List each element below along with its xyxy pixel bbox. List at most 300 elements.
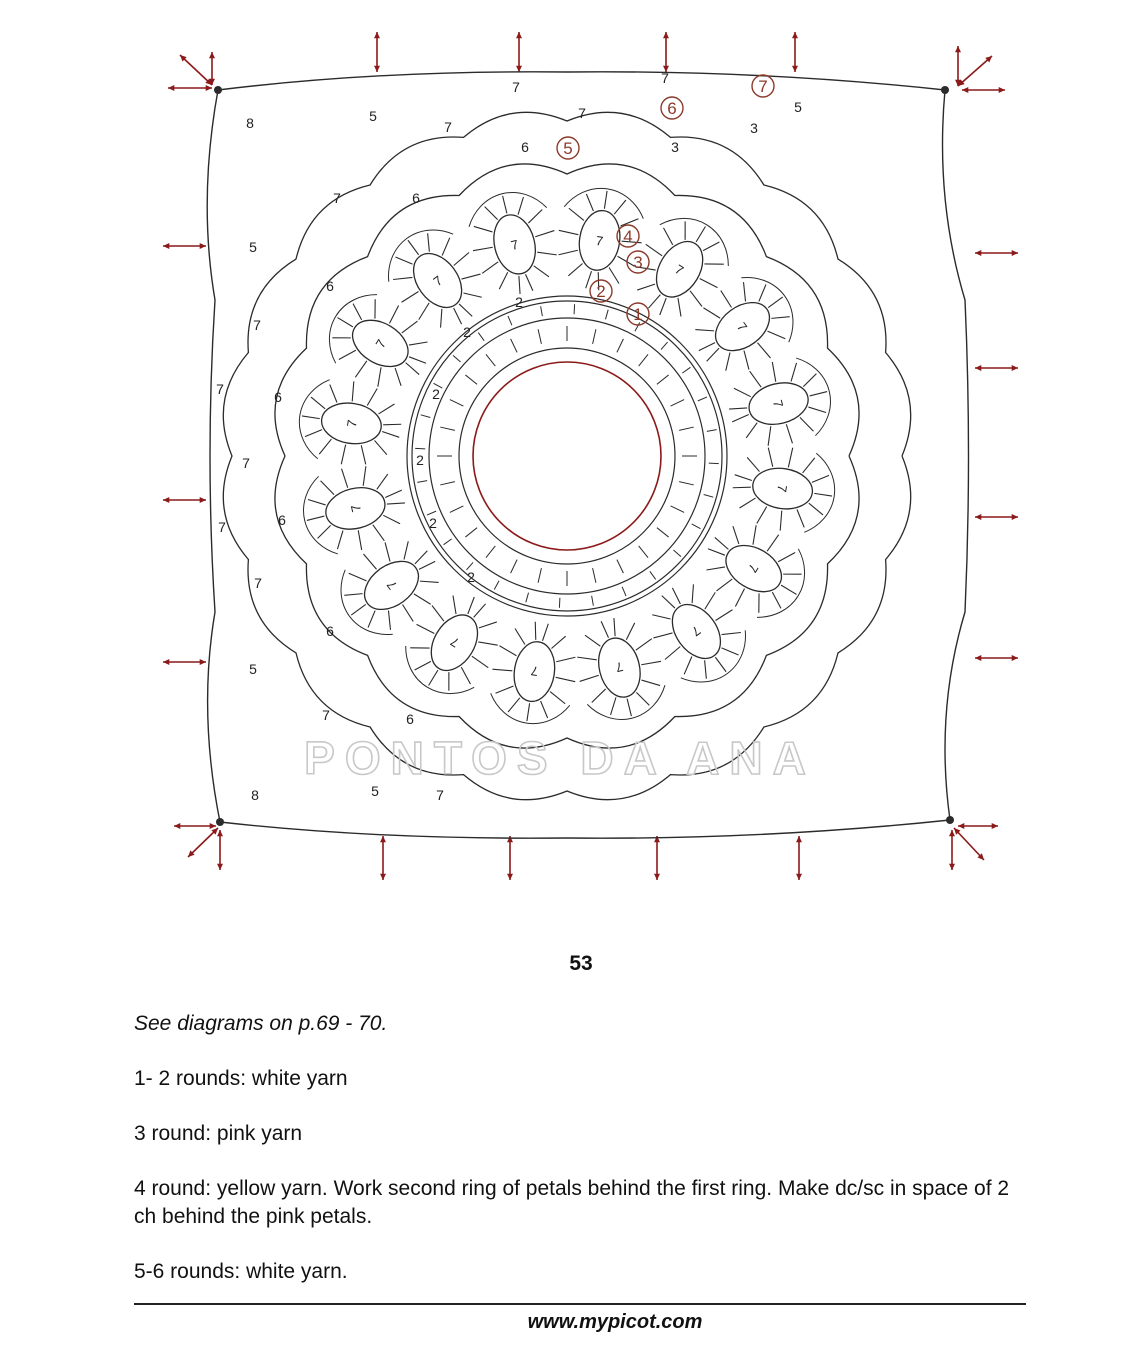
petal-stitch [415,656,431,674]
petal-stitch [677,221,693,239]
arrow-head [516,32,522,38]
arrow-head [949,830,955,836]
stitch-mark [639,546,648,558]
petal-stitch [722,625,741,643]
stitch-mark [661,342,668,349]
petal-stitch [355,360,367,378]
petal-stitch [745,457,761,471]
petal-stitch [607,697,620,715]
direction-arrow [949,830,955,870]
petal-stitch [549,692,567,704]
arrow-head [200,243,206,249]
petal-stitch [699,340,715,353]
petal-stitch [559,230,579,234]
petal-stitch [342,468,348,488]
stitch-mark [650,571,656,579]
arrow-head [796,874,802,880]
petal-stitch [534,263,549,280]
corner-point [946,816,954,824]
petal-stitch [496,272,511,289]
stitch-mark [486,354,495,366]
petal-stitch [731,414,749,421]
arrow-head [949,864,955,870]
direction-arrow [958,56,992,86]
petal-stitch [508,696,520,713]
petal-stitch [658,228,677,245]
stitch-mark [592,596,594,606]
petal-stitch [319,438,331,456]
petal-stitch [555,677,575,681]
petal-stitch [720,291,733,308]
petal-stitch [542,623,548,641]
stitch-mark [692,524,701,529]
arrow-shaft [180,55,212,85]
petal-stitch [568,262,582,278]
petal-stitch [383,422,401,428]
round-marker-number: 3 [633,253,643,272]
arrow-head [507,874,513,880]
arrow-head [1012,514,1018,520]
round-label: 8 [246,115,254,131]
petal-stitch [767,592,785,608]
petal-stitch [767,534,779,552]
petal-stitch [480,262,500,273]
petal-stitch [333,531,347,550]
petal-stitch [637,278,655,297]
petal-stitch [657,298,669,315]
round-label: 3 [671,139,679,155]
round-label: 7 [436,787,444,803]
direction-arrow [507,836,513,880]
arrow-head [792,32,798,38]
petal-stitch [787,363,801,382]
stitch-mark [486,546,495,558]
scallop-round-6 [275,164,859,748]
petal-label: 7 [447,633,462,651]
petal-stitch [397,541,416,559]
petal-stitch [716,609,733,622]
petal-stitch [315,525,333,538]
stitch-mark [657,528,669,537]
arrow-head [958,823,964,829]
direction-arrow [174,823,216,829]
stitch-mark [526,593,529,603]
round-markers [557,75,774,325]
round-label: 5 [369,108,377,124]
petal-stitch [645,244,663,256]
round-marker-number: 4 [623,227,633,246]
petal-stitch [485,204,498,222]
petal-stitch [410,639,429,656]
petal-stitch [814,493,832,496]
petal-stitch [525,273,532,291]
stitch-mark [538,568,541,583]
petal-stitch [642,676,661,690]
footer-divider [134,1303,1026,1305]
petal-stitch [359,445,369,464]
arrow-head [1012,365,1018,371]
direction-arrow [958,823,998,829]
direction-arrow [163,659,206,665]
petal-stitch [373,523,384,543]
petal-label: 7 [688,622,704,640]
petal-stitch [778,547,795,566]
petal-stitch [362,611,380,628]
petal-stitch [478,636,497,652]
round-marker-number: 7 [758,77,768,96]
petal-stitch [379,402,395,416]
stitch-mark [593,329,596,344]
petal-stitch [537,248,557,259]
arrow-head [200,497,206,503]
direction-arrow [796,836,802,880]
petal-stitch [662,594,675,610]
petal [294,374,407,472]
ring-line [429,318,705,594]
arrow-head [374,32,380,38]
petal-stitch [700,277,718,289]
stitch-mark [478,333,484,341]
arrow-head [999,87,1005,93]
petal-stitch [389,368,408,386]
petal-stitch [357,530,363,550]
petal-stitch [492,668,512,672]
stitch-mark [657,375,669,384]
petal-stitch [414,590,431,609]
ring-line [459,348,675,564]
petal-stitch [404,363,421,375]
petal [314,281,444,405]
petal-stitch [733,485,751,491]
stitch-mark [698,397,707,401]
round-label: 3 [750,120,758,136]
petal-stitch [413,551,429,564]
arrow-head [962,87,968,93]
direction-arrow [962,87,1005,93]
petal-stitch [614,199,626,216]
petal-stitch [471,656,489,668]
stitch-mark [673,550,680,557]
petal-stitch [740,496,756,510]
instructions [134,1010,1034,1313]
petal-stitch [473,246,493,252]
petal-stitch [767,325,785,344]
page-number: 53 [569,952,593,975]
petal-stitch [577,653,597,664]
petal-stitch [734,385,751,400]
petal-stitch [384,490,402,497]
petal-stitch [768,297,782,308]
petal-stitch [715,657,726,671]
petal-stitch [526,210,545,224]
petal-stitch [302,416,320,419]
round-labels [216,70,802,803]
arrow-head [654,836,660,842]
stitch-mark [417,481,427,483]
arrow-head [1012,655,1018,661]
arrow-head [792,66,798,72]
petal-stitch [684,584,702,603]
arrow-head [163,497,169,503]
arrow-shaft [958,56,992,86]
petal-stitch [636,690,649,708]
stitch-mark [538,329,541,344]
petal-stitch [516,276,523,294]
scallop-round-7 [223,112,910,799]
arrow-head [380,836,386,842]
arrow-head [796,836,802,842]
petal-stitch [601,620,608,638]
petal-label: 7 [774,483,791,494]
petal-label: 7 [672,261,687,279]
petal-stitch [589,689,608,703]
round-label: 6 [412,190,420,206]
petal-stitch [734,589,746,607]
petal-stitch [812,473,829,485]
petal [633,567,761,698]
direction-arrow [217,830,223,870]
round-label: 2 [515,294,523,310]
petal-stitch [783,566,801,582]
petal-stitch [310,397,327,409]
arrow-head [210,823,216,829]
petal-stitch [585,632,600,649]
petal-stitch [807,503,824,515]
petal-stitch [648,293,660,310]
stitch-mark [465,528,477,537]
petal-stitch [514,197,527,215]
corner-point [941,86,949,94]
direction-arrow [975,655,1018,661]
round-marker-number: 6 [667,99,677,118]
petal-stitch [736,282,754,301]
petal-stitch [551,634,565,650]
arrow-head [168,85,174,91]
round-label: 2 [467,569,475,585]
petal-stitch [738,350,755,369]
petal-label: 7 [509,236,521,254]
petal-stitch [474,222,493,236]
arrow-head [507,836,513,842]
petal-stitch [810,392,827,396]
direction-arrow [188,828,218,857]
petal-stitch [704,256,723,273]
petal-label: 7 [733,319,751,335]
petal-stitch [446,595,464,614]
petal-stitch [652,607,670,626]
petal-stitch [729,405,747,412]
round-marker-number: 1 [633,305,643,324]
stitch-mark [494,581,499,590]
petal-stitch [734,475,752,481]
petal-stitch [441,672,457,690]
petal [678,262,809,390]
petal-stitch [713,537,730,549]
direction-arrow [163,497,206,503]
stitch-mark [593,568,596,583]
petal-stitch [402,290,419,303]
instruction-see-diagrams: See diagrams on p.69 - 70. [134,1012,388,1035]
petal-stitch [766,448,776,467]
petal-stitch [671,298,689,317]
center-ring [407,296,727,616]
petal-stitch [538,701,550,718]
round-label: 8 [251,787,259,803]
scallop-rounds [223,112,910,799]
petal-stitch [387,500,405,507]
direction-arrow [163,243,206,249]
round-label: 2 [432,386,440,402]
petal-stitch [408,240,419,254]
petal [690,507,820,631]
round-label: 6 [278,512,286,528]
petal-stitch [374,474,391,489]
petal-stitch [456,667,475,684]
petal [392,579,516,709]
stitch-mark [639,354,648,366]
petal-stitch [705,348,721,361]
stitch-mark [508,316,512,325]
petal-label: 7 [744,561,762,576]
petal-stitch [801,374,819,387]
outer-border [207,72,968,838]
arrow-head [975,365,981,371]
round-label: 6 [326,623,334,639]
petal-stitch [409,354,426,366]
direction-arrow [975,514,1018,520]
round-label: 5 [371,783,379,799]
arrow-head [975,514,981,520]
round-label: 5 [249,239,257,255]
petal-stitch [664,647,681,660]
round-label: 7 [216,381,224,397]
petal-label: 7 [372,336,390,351]
petal-label: 7 [594,232,605,249]
stitch-mark [440,482,455,485]
arrow-shaft [954,828,984,860]
instruction-rounds-5-6: 5-6 rounds: white yarn. [134,1260,348,1283]
petal-stitch [808,403,826,416]
petal-stitch [559,248,578,258]
petal-stitch [420,233,437,251]
petal-stitch [611,618,618,636]
round-label: 7 [333,190,341,206]
petal-stitch [337,318,352,327]
stitch-mark [453,355,460,362]
website-link[interactable]: www.mypicot.com [527,1311,703,1333]
petal-stitch [436,238,455,256]
petal-stitch [395,251,412,269]
petal-stitch [535,231,555,237]
stitch-mark [440,427,455,430]
direction-arrow [975,250,1018,256]
petal-stitch [344,586,362,603]
petal-stitch [367,299,384,318]
petal-stitch [703,303,720,322]
petal-stitch [451,308,464,324]
petal-stitch [653,627,672,644]
petal-label: 7 [769,398,787,410]
arrow-head [516,66,522,72]
direction-arrow [516,32,522,72]
stitch-mark [679,427,694,430]
petal-stitch [708,546,725,558]
petal-label: 7 [383,577,401,593]
petal-label: 7 [343,418,360,429]
stitch-mark [707,430,717,432]
stitch-mark [682,367,690,373]
stitch-mark [421,415,431,418]
watermark: PONTOS DA ANA [304,732,816,784]
petal-stitch [382,431,400,437]
petal-stitch [363,553,376,570]
direction-arrow [168,85,212,91]
petal-stitch [381,611,399,630]
round-label: 2 [416,452,424,468]
round-label: 7 [253,317,261,333]
petal-stitch [641,660,661,666]
petal-stitch [383,512,400,527]
petal-stitch [533,622,539,640]
direction-arrow [374,32,380,72]
petal-stitch [429,670,438,685]
arrow-head [374,66,380,72]
stitch-mark [511,560,518,574]
stitch-mark [622,587,626,596]
petal-stitch [556,655,575,665]
round-label: 6 [274,389,282,405]
round-label: 7 [444,119,452,135]
petal-stitch [503,196,507,213]
petal-stitch [718,352,737,370]
petal-stitch [584,194,596,211]
round-label: 2 [429,515,437,531]
petal-stitch [351,604,365,615]
petal-stitch [420,573,439,591]
direction-arrow [954,828,984,860]
stitch-mark [679,482,694,485]
arrow-head [217,830,223,836]
petal-label: 7 [347,502,365,514]
petal-stitch [465,597,477,614]
instruction-rounds-1-2: 1- 2 rounds: white yarn [134,1067,348,1090]
petal-stitch [367,387,377,406]
arrow-head [174,823,180,829]
petal-stitch [706,560,725,578]
petal-stitch [750,369,761,389]
petal-stitch [359,466,370,486]
stitch-mark [704,494,714,497]
petal-stitch [747,525,763,544]
arrow-head [663,32,669,38]
petal-stitch [348,304,366,320]
petal-stitch [305,427,322,439]
petal-stitch [803,456,815,474]
petal-stitch [567,208,585,220]
petal-stitch [779,511,783,531]
direction-arrow [380,836,386,880]
stitch-mark [605,310,608,320]
petal-stitch [463,286,481,305]
stitch-mark [671,400,685,407]
instruction-round-4: 4 round: yellow yarn. Work second ring of petals behind the first ring. Make dc/sc in space of 2 ch behind the pink petals. [134,1177,1010,1228]
stitch-mark [444,539,452,545]
petal-stitch [716,575,732,594]
petal-stitch [701,592,720,609]
direction-arrow [209,52,215,85]
arrow-head [217,864,223,870]
arrow-head [975,655,981,661]
